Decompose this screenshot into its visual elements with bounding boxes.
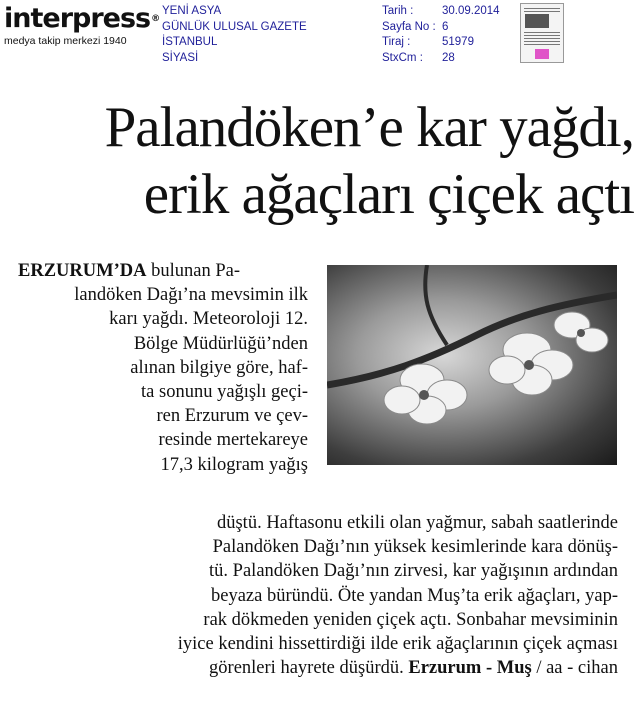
logo-wordmark: interpress	[4, 3, 151, 34]
publication-type: GÜNLÜK ULUSAL GAZETE	[162, 20, 307, 33]
byline-location: Erzurum - Muş	[408, 658, 532, 679]
lead-word: ERZURUM’DA	[18, 261, 147, 281]
blossom-photo	[327, 265, 617, 465]
body-line: alınan bilgiye göre, haf-	[130, 357, 308, 378]
body-line: resinde mertekareye	[158, 430, 308, 451]
body-line: beyaza büründü. Öte yandan Muş’ta erik ağaçları, yap-	[210, 585, 618, 606]
meta-label: Tiraj :	[382, 36, 411, 48]
article-headline	[0, 94, 634, 228]
publication-info	[162, 4, 307, 66]
headline-line: erik ağaçları çiçek açtı	[143, 163, 634, 226]
meta-value: 30.09.2014	[442, 5, 500, 17]
meta-label: StxCm :	[382, 51, 423, 64]
meta-value: 6	[442, 20, 449, 33]
body-line-last: görenleri hayrete düşürdü. Erzurum - Muş / aa - cihan	[209, 658, 618, 679]
publication-city: İSTANBUL	[162, 36, 218, 48]
meta-value: 28	[442, 51, 455, 64]
interpress-logo	[4, 3, 160, 47]
body-line: tü. Palandöken Dağı’nın zirvesi, kar yağışının ardından	[209, 561, 618, 582]
body-line: bulunan Pa-	[146, 261, 240, 281]
body-line: landöken Dağı’na mevsimin ilk	[74, 285, 308, 306]
registered-mark: ®	[151, 14, 160, 24]
meta-label: Tarih :	[382, 5, 414, 17]
logo-tagline: medya takip merkezi 1940	[4, 35, 127, 47]
publication-name: YENİ ASYA	[162, 5, 222, 17]
body-line: karı yağdı. Meteoroloji 12.	[109, 309, 308, 330]
meta-row-circulation	[382, 35, 500, 51]
meta-row-page	[382, 20, 500, 36]
meta-value: 51979	[442, 36, 474, 48]
clipping-location-marker	[535, 49, 549, 59]
article-body-narrow	[18, 259, 308, 477]
body-line: rak dökmeden yeniden çiçek açtı. Sonbahar mevsiminin	[203, 609, 618, 630]
meta-label: Sayfa No :	[382, 20, 436, 33]
body-line: Bölge Müdürlüğü’nden	[133, 333, 308, 354]
body-line: 17,3 kilogram yağış	[160, 454, 308, 475]
body-line: iyice kendini hissettirdiği ilde erik ağaçlarının çiçek açması	[177, 634, 618, 655]
publication-category: SİYASİ	[162, 51, 199, 64]
meta-row-stxcm	[382, 51, 500, 67]
body-line: ren Erzurum ve çev-	[156, 406, 308, 427]
blossom-illustration	[327, 265, 617, 465]
page-thumbnail	[520, 3, 564, 63]
clipping-meta	[382, 4, 500, 66]
body-line: Palandöken Dağı’nın yüksek kesimlerinde kara dönüş-	[212, 537, 618, 558]
meta-row-date	[382, 4, 500, 20]
body-line: düştü. Haftasonu etkili olan yağmur, sabah saatlerinde	[216, 513, 618, 533]
article-body-full	[60, 511, 618, 680]
body-line: ta sonunu yağışlı geçi-	[141, 382, 308, 403]
headline-line: Palandöken’e kar yağdı,	[104, 96, 634, 159]
byline-source: / aa - cihan	[536, 658, 618, 679]
